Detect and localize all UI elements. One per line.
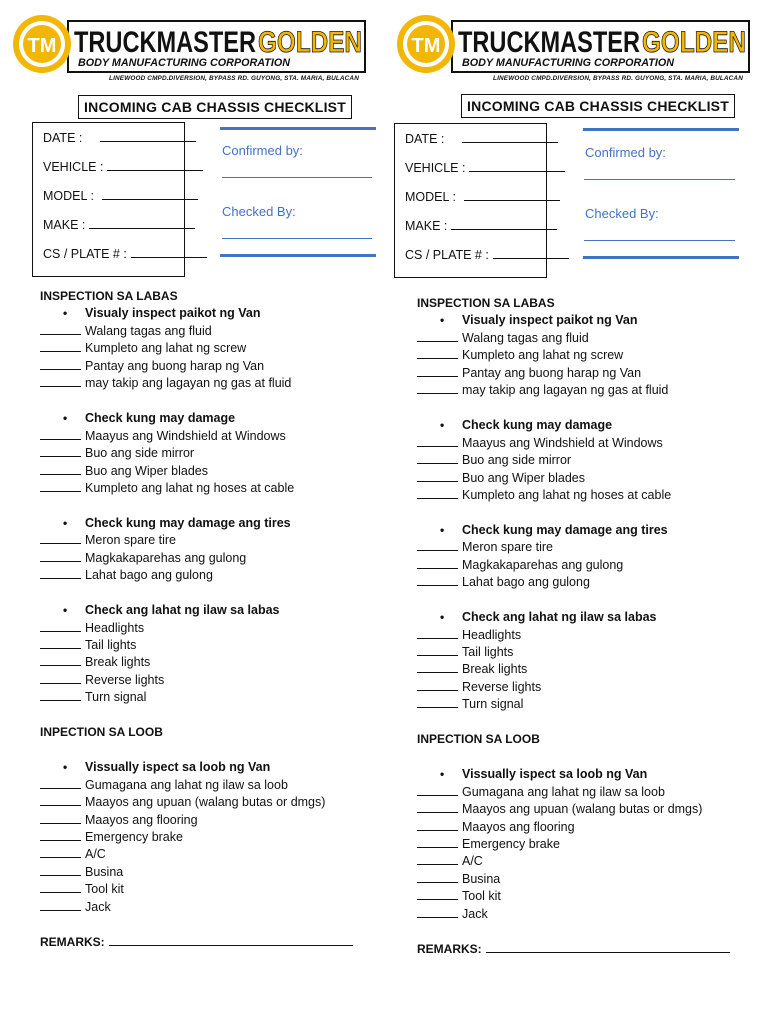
checklist-item-label: A/C [462,854,483,869]
checklist-group-title: • Check kung may damage [63,411,236,426]
form-title: INCOMING CAB CHASSIS CHECKLIST [461,94,735,118]
company-address: LINEWOOD CMPD.DIVERSION, BYPASS RD. GUYONG, STA. MARIA, BULACAN [109,75,359,82]
bullet-icon: • [63,411,68,426]
checklist-group-title: • Check ang lahat ng ilaw sa labas [63,603,280,618]
vehicle-field[interactable]: VEHICLE : [43,160,203,174]
checklist-group-title: • Check kung may damage [440,418,613,433]
checklist-item[interactable] [417,697,523,711]
make-field[interactable]: MAKE : [405,219,557,233]
checklist-item-label: Magkakaparehas ang gulong [85,550,247,565]
checklist-item[interactable] [417,331,589,345]
checklist-item[interactable] [40,533,176,547]
check-blank[interactable] [417,645,458,656]
checklist-item[interactable] [417,820,575,834]
checklist-item-label: Maayos ang upuan (walang butas or dmgs) [85,795,326,810]
bullet-icon: • [63,515,68,530]
checklist-item-label: Kumpleto ang lahat ng screw [462,348,624,363]
check-blank[interactable] [417,488,458,499]
checklist-item-label: Tail lights [85,638,137,652]
checklist-item-label: Kumpleto ang lahat ng hoses at cable [85,480,295,495]
checklist-item-label: Lahat bago ang gulong [462,575,590,590]
checklist-item[interactable] [417,802,702,816]
bullet-icon: • [440,610,445,625]
section-heading: INSPECTION SA LABAS [417,296,555,310]
make-field[interactable]: MAKE : [43,218,195,232]
confirmed-by-signature-line[interactable] [222,177,372,178]
check-blank[interactable] [40,324,81,335]
check-blank[interactable] [40,813,81,824]
signature-top-rule [220,127,376,130]
svg-text:TRUCKMASTER: TRUCKMASTER [458,26,641,59]
check-blank[interactable] [417,436,458,447]
check-blank[interactable] [40,900,81,911]
check-blank[interactable] [40,690,81,701]
checklist-item[interactable] [40,341,246,355]
check-blank[interactable] [417,331,458,342]
company-logo [12,12,368,76]
vehicle-info-box [394,123,547,278]
checklist-item[interactable] [417,854,483,868]
bullet-icon: • [63,306,68,321]
check-blank[interactable] [40,638,81,649]
checklist-item[interactable] [417,436,663,450]
check-blank[interactable] [417,820,458,831]
checklist-item[interactable] [40,778,288,792]
checklist-item-label: Jack [462,906,488,921]
date-field[interactable]: DATE : [405,132,558,146]
model-field[interactable]: MODEL : [43,189,198,203]
check-blank[interactable] [40,446,81,457]
checklist-item-label: Turn signal [462,697,524,712]
check-blank[interactable] [417,802,458,813]
checklist-item[interactable] [40,882,124,896]
check-blank[interactable] [40,481,81,492]
checklist-item-label: Meron spare tire [85,533,177,548]
check-blank[interactable] [417,366,458,377]
check-blank[interactable] [40,359,81,370]
checklist-item[interactable] [40,359,264,373]
checked-by-label: Checked By: [585,206,659,221]
check-blank[interactable] [417,383,458,394]
svg-text:TM: TM [411,35,441,57]
checklist-item-label: may takip ang lagayan ng gas at fluid [462,383,669,398]
vehicle-field[interactable]: VEHICLE : [405,161,565,175]
check-blank[interactable] [417,872,458,883]
checklist-item-label: Magkakaparehas ang gulong [462,557,624,572]
checklist-item[interactable] [40,481,294,495]
checklist-item-label: Buo ang side mirror [85,446,195,461]
check-blank[interactable] [40,655,81,666]
checklist-item-label: Pantay ang buong harap ng Van [462,365,642,380]
remarks-field[interactable]: REMARKS: [40,935,353,949]
checklist-group-title: • Visualy inspect paikot ng Van [440,313,638,328]
checklist-item[interactable] [417,453,571,467]
checklist-item-label: Maayos ang flooring [462,819,575,834]
checklist-item[interactable] [40,690,146,704]
checklist-item-label: Maayus ang Windshield at Windows [462,435,663,450]
checklist-item[interactable] [417,558,623,572]
confirmed-by-label: Confirmed by: [222,143,303,158]
checklist-item[interactable] [40,813,198,827]
checklist-item[interactable] [417,907,488,921]
checklist-item[interactable] [417,680,541,694]
checklist-item[interactable] [40,464,208,478]
checklist-item-label: Jack [85,899,111,914]
check-blank[interactable] [417,907,458,918]
checklist-item-label: Buo ang side mirror [462,453,572,468]
checklist-item-label: Reverse lights [85,672,165,687]
svg-text:BODY MANUFACTURING CORPORATION: BODY MANUFACTURING CORPORATION [462,57,676,69]
checklist-item-label: Buo ang Wiper blades [85,463,208,478]
check-blank[interactable] [40,533,81,544]
section-heading: INSPECTION SA LABAS [40,289,178,303]
checklist-item-label: Businа [462,871,501,886]
check-blank[interactable] [417,558,458,569]
checklist-item[interactable] [417,540,553,554]
checklist-item[interactable] [40,638,136,652]
checklist-item[interactable] [40,795,325,809]
check-blank[interactable] [417,471,458,482]
check-blank[interactable] [417,854,458,865]
checklist-item[interactable] [40,324,212,338]
checklist-item[interactable] [40,900,111,914]
checklist-item[interactable] [417,645,513,659]
checklist-item-label: Kumpleto ang lahat ng hoses at cable [462,487,672,502]
check-blank[interactable] [417,680,458,691]
checklist-item-label: Lahat bago ang gulong [85,568,213,583]
checklist-item[interactable] [417,471,585,485]
check-blank[interactable] [417,628,458,639]
checklist-item[interactable] [417,662,527,676]
checked-by-label: Checked By: [222,204,296,219]
checklist-item-label: Emergency brake [85,829,183,844]
check-blank[interactable] [40,621,81,632]
checklist-item[interactable] [40,568,213,582]
checklist-item[interactable] [417,837,560,851]
bullet-icon: • [440,522,445,537]
section-heading: INPECTION SA LOOB [40,725,163,740]
signature-top-rule [583,128,739,131]
check-blank[interactable] [40,795,81,806]
plate-field[interactable]: CS / PLATE # : [405,248,569,262]
svg-text:TRUCKMASTER: TRUCKMASTER [74,26,257,59]
confirmed-by-label: Confirmed by: [585,145,666,160]
check-blank[interactable] [417,453,458,464]
model-field[interactable]: MODEL : [405,190,560,204]
checklist-item-label: Walang tagas ang fluid [462,330,589,345]
checklist-item-label: Headlights [462,627,522,642]
checklist-item-label: Emergency brake [462,836,560,851]
checklist-item-label: Tail lights [462,645,514,659]
checklist-item[interactable] [417,575,590,589]
section-heading: INPECTION SA LOOB [417,732,540,747]
check-blank[interactable] [40,568,81,579]
checklist-group-title: • Visualy inspect paikot ng Van [63,306,261,321]
checklist-item-label: Gumagana ang lahat ng ilaw sa loob [85,777,288,792]
check-blank[interactable] [417,348,458,359]
check-blank[interactable] [40,551,81,562]
checklist-item[interactable] [40,446,194,460]
checklist-item-label: Pantay ang buong harap ng Van [85,358,265,373]
svg-text:GOLDEN: GOLDEN [258,26,362,59]
check-blank[interactable] [40,376,81,387]
checklist-group-title: • Vissually ispect sa loob ng Van [63,760,271,775]
check-blank[interactable] [417,575,458,586]
check-blank[interactable] [417,697,458,708]
check-blank[interactable] [40,673,81,684]
checklist-group-title: • Vissually ispect sa loob ng Van [440,767,648,782]
bullet-icon: • [440,418,445,433]
plate-field[interactable]: CS / PLATE # : [43,247,207,261]
checklist-item[interactable] [417,366,641,380]
checklist-item[interactable] [40,376,291,390]
check-blank[interactable] [40,847,81,858]
checklist-item[interactable] [40,621,144,635]
form-title: INCOMING CAB CHASSIS CHECKLIST [78,95,352,119]
checklist-group-title: • Check ang lahat ng ilaw sa labas [440,610,657,625]
checklist-item[interactable] [40,673,164,687]
checklist-item-label: Meron spare tire [462,540,554,555]
check-blank[interactable] [40,882,81,893]
checklist-item[interactable] [40,655,150,669]
bullet-icon: • [440,313,445,328]
signature-bottom-rule [583,256,739,259]
svg-text:BODY MANUFACTURING CORPORATION: BODY MANUFACTURING CORPORATION [78,57,292,69]
checklist-item[interactable] [417,785,665,799]
checklist-item-label: Turn signal [85,690,147,705]
checklist-item-label: Kumpleto ang lahat ng screw [85,341,247,356]
check-blank[interactable] [40,830,81,841]
checklist-item-label: Gumagana ang lahat ng ilaw sa loob [462,784,665,799]
check-blank[interactable] [40,778,81,789]
check-blank[interactable] [40,341,81,352]
check-blank[interactable] [417,837,458,848]
company-logo [396,12,752,76]
check-blank[interactable] [417,785,458,796]
remarks-field[interactable]: REMARKS: [417,942,730,956]
checklist-item[interactable] [40,830,183,844]
checklist-item[interactable] [40,865,123,879]
svg-text:TM: TM [27,35,57,57]
checklist-item[interactable] [417,889,501,903]
checklist-item-label: Maayos ang flooring [85,812,198,827]
check-blank[interactable] [417,889,458,900]
checklist-item-label: A/C [85,847,106,862]
checklist-item[interactable] [417,348,623,362]
checklist-item-label: Reverse lights [462,679,542,694]
checklist-group-title: • Check kung may damage ang tires [63,515,291,530]
checklist-item[interactable] [40,551,246,565]
svg-text:GOLDEN: GOLDEN [642,26,746,59]
checklist-group-title: • Check kung may damage ang tires [440,522,668,537]
bullet-icon: • [63,760,68,775]
company-address: LINEWOOD CMPD.DIVERSION, BYPASS RD. GUYONG, STA. MARIA, BULACAN [493,75,743,82]
checklist-item[interactable] [417,383,668,397]
checklist-item-label: Maayus ang Windshield at Windows [85,428,286,443]
checklist-item[interactable] [40,847,106,861]
checklist-item[interactable] [417,628,521,642]
bullet-icon: • [63,603,68,618]
vehicle-info-box [32,122,185,277]
check-blank[interactable] [40,865,81,876]
checklist-item-label: Walang tagas ang fluid [85,323,212,338]
checklist-item[interactable] [417,872,500,886]
checklist-item-label: Break lights [462,662,528,677]
checklist-item-label: Businа [85,864,124,879]
checklist-item[interactable] [417,488,671,502]
checked-by-signature-line[interactable] [584,240,735,241]
check-blank[interactable] [40,464,81,475]
checklist-item-label: Tool kit [85,882,124,897]
checklist-item-label: may takip ang lagayan ng gas at fluid [85,376,292,391]
signature-bottom-rule [220,254,376,257]
checklist-item-label: Tool kit [462,889,501,904]
confirmed-by-signature-line[interactable] [584,179,735,180]
checklist-item[interactable] [40,429,286,443]
checklist-item-label: Headlights [85,620,145,635]
check-blank[interactable] [417,540,458,551]
checked-by-signature-line[interactable] [222,238,372,239]
checklist-item-label: Break lights [85,655,151,670]
checklist-item-label: Buo ang Wiper blades [462,470,585,485]
check-blank[interactable] [417,662,458,673]
checklist-item-label: Maayos ang upuan (walang butas or dmgs) [462,802,703,817]
date-field[interactable]: DATE : [43,131,196,145]
bullet-icon: • [440,767,445,782]
checklist-form-right [384,0,768,1024]
check-blank[interactable] [40,429,81,440]
